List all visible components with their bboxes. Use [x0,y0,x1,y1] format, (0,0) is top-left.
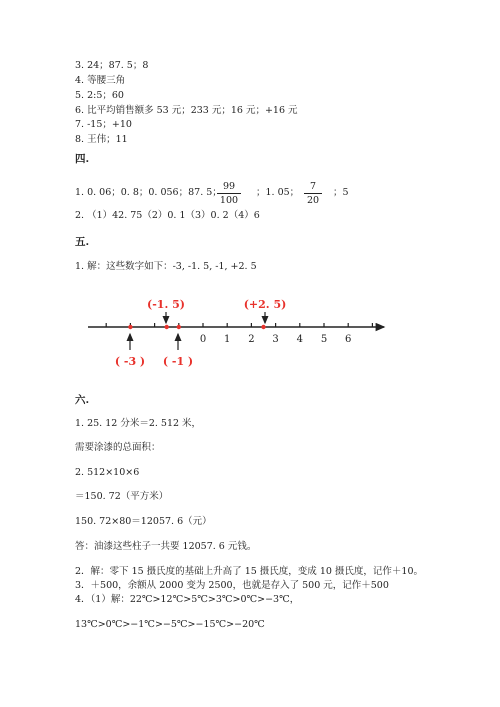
label-neg-1: ( -1 ) [162,355,194,368]
fraction-bar [304,193,322,194]
fraction-bar [217,193,241,194]
sec6-answer-2: 2．解：零下 15 摄氏度的基础上升高了 15 摄氏度，变成 10 摄氏度，记作＋10。 [75,566,424,577]
tick-label: 6 [345,334,352,345]
answer-line-7: 7. -15；+10 [75,119,132,130]
answer-line-8: 8. 王伟；11 [75,134,128,145]
marked-point [165,325,169,329]
answer-line-4: 4. 等腰三角 [75,75,126,86]
fraction-denominator: 20 [306,194,320,206]
sec6-answer-5: 13℃>0℃>−1℃>−5℃>−15℃>−20℃ [75,619,265,630]
answer-line-5: 5. 2:5；60 [75,90,124,101]
sec6-answer-4: 4．（1）解：22℃>12℃>5℃>3℃>0℃>−3℃， [75,594,300,605]
tick-label: 5 [320,334,328,345]
sec5-line1: 1. 解：这些数字如下：-3, -1. 5, -1, +2. 5 [75,261,257,272]
sec6-line-4: ＝150. 72（平方米） [75,491,169,502]
section-heading-6: 六. [75,394,90,406]
sec6-line-2: 需要涂漆的总面积： [75,442,161,453]
tick-label: 2 [248,334,255,345]
fraction-numerator: 99 [222,181,236,192]
tick-label: 0 [199,334,207,345]
sec6-answer-3: 3．＋500，余额从 2000 变为 2500，也就是存入了 500 元，记作＋500 [75,580,389,591]
sec6-line-6: 答：油漆这些柱子一共要 12057. 6 元钱。 [75,541,257,552]
fraction-numerator: 7 [309,181,317,192]
sec4-line2: 2. （1）42. 75（2）0. 1（3）0. 2（4）6 [75,210,260,221]
label-neg-1-5: (-1. 5) [147,298,185,311]
marked-point [128,325,132,329]
tick-label: 1 [224,334,231,345]
sec4-line1-start: 1. 0. 06；0. 8；0. 056；87. 5； [75,187,222,198]
answer-line-3: 3. 24；87. 5；8 [75,60,149,71]
fraction-denominator: 100 [219,194,239,206]
sec6-line-3: 2. 512×10×6 [75,467,140,478]
sec4-line1-end: ；5 [333,187,349,198]
section-heading-5: 五. [75,236,90,248]
fraction-99-100 [217,182,241,205]
sec4-line1-mid: ；1. 05； [256,187,300,198]
number-line-diagram [0,290,500,380]
answer-line-6: 6. 比平均销售额多 53 元；233 元；16 元；+16 元 [75,105,298,116]
label-pos-2-5: (+2. 5) [243,298,287,311]
tick-label: 4 [296,334,303,345]
marked-point [177,325,181,329]
label-neg-3: ( -3 ) [114,355,146,368]
tick-label: 3 [272,334,279,345]
sec6-line-1: 1. 25. 12 分米＝2. 512 米， [75,418,202,429]
fraction-7-20 [304,182,322,205]
section-heading-4: 四. [75,153,90,165]
marked-point [261,325,265,329]
sec6-line-5: 150. 72×80＝12057. 6（元） [75,516,212,527]
